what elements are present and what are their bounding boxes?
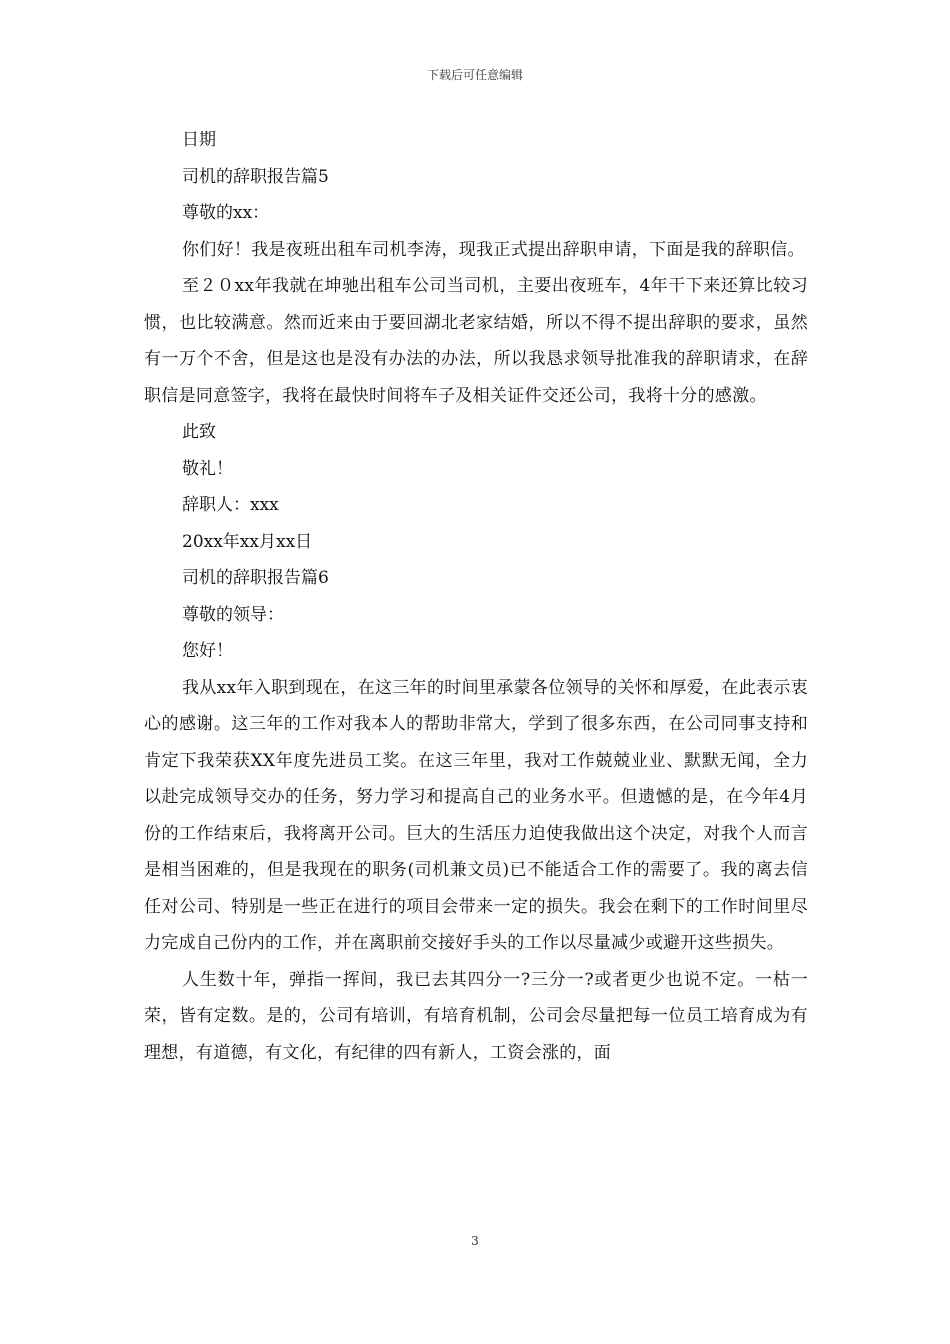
paragraph-greeting: 你们好！我是夜班出租车司机李涛，现我正式提出辞职申请，下面是我的辞职信。 (182, 239, 805, 260)
paragraph-thanks: 我从xx年入职到现在，在这三年的时间里承蒙各位领导的关怀和厚爱，在此表示衷心的感谢。这三年的工作对我本人的帮助非常大，学到了很多东西，在公司同事支持和肯定下我荣获XX年度先进员工奖。在这三年里，我对工作兢兢业业、默默无闻，全力以赴完成领导交办的任务，努力学习和提高自己的业务水平。但遗憾的是，在今年4月份的工作结束后，我将离开公司。巨大的生活压力迫使我做出这个决定，对我个人而言是相当困难的，但是我现在的职务(司机兼文员)已不能适合工作的需要了。我的离去信任对公司、特别是一些正在进行的项目会带来一定的损失。我会在剩下的工作时间里尽力完成自己份内的工作，并在离职前交接好手头的工作以尽量减少或避开这些损失。 (144, 677, 808, 953)
page-number: 3 (471, 1234, 479, 1248)
closing-line: 此致 (182, 422, 216, 442)
greeting-line: 您好！ (182, 641, 233, 661)
regards-line: 敬礼！ (182, 458, 233, 479)
signature-line: 辞职人：xxx (182, 495, 279, 515)
paragraph-reason: 至２０xx年我就在坤驰出租车公司当司机，主要出夜班车，4年干下来还算比较习惯，也比较满意。然而近来由于要回湖北老家结婚，所以不得不提出辞职的要求，虽然有一万个不舍，但是这也是没有办法的办法，所以我恳求领导批准我的辞职请求，在辞职信是同意签字，我将在最快时间将车子及相关证件交还公司，我将十分的感激。 (144, 276, 808, 406)
salutation-6: 尊敬的领导： (182, 604, 284, 625)
date-line: 日期 (182, 130, 216, 150)
section-title-5: 司机的辞职报告篇5 (182, 166, 329, 187)
section-title-6: 司机的辞职报告篇6 (182, 568, 329, 588)
salutation-5: 尊敬的xx： (182, 203, 270, 223)
document-body (144, 122, 808, 1071)
paragraph-life: 人生数十年，弹指一挥间，我已去其四分一?三分一?或者更少也说不定。一枯一荣，皆有定数。是的，公司有培训，有培育机制，公司会尽量把每一位员工培育成为有理想，有道德，有文化，有纪律的四有新人，工资会涨的，面 (144, 969, 808, 1063)
page-header: 下载后可任意编辑 (426, 68, 523, 82)
signature-date: 20xx年xx月xx日 (182, 531, 313, 552)
